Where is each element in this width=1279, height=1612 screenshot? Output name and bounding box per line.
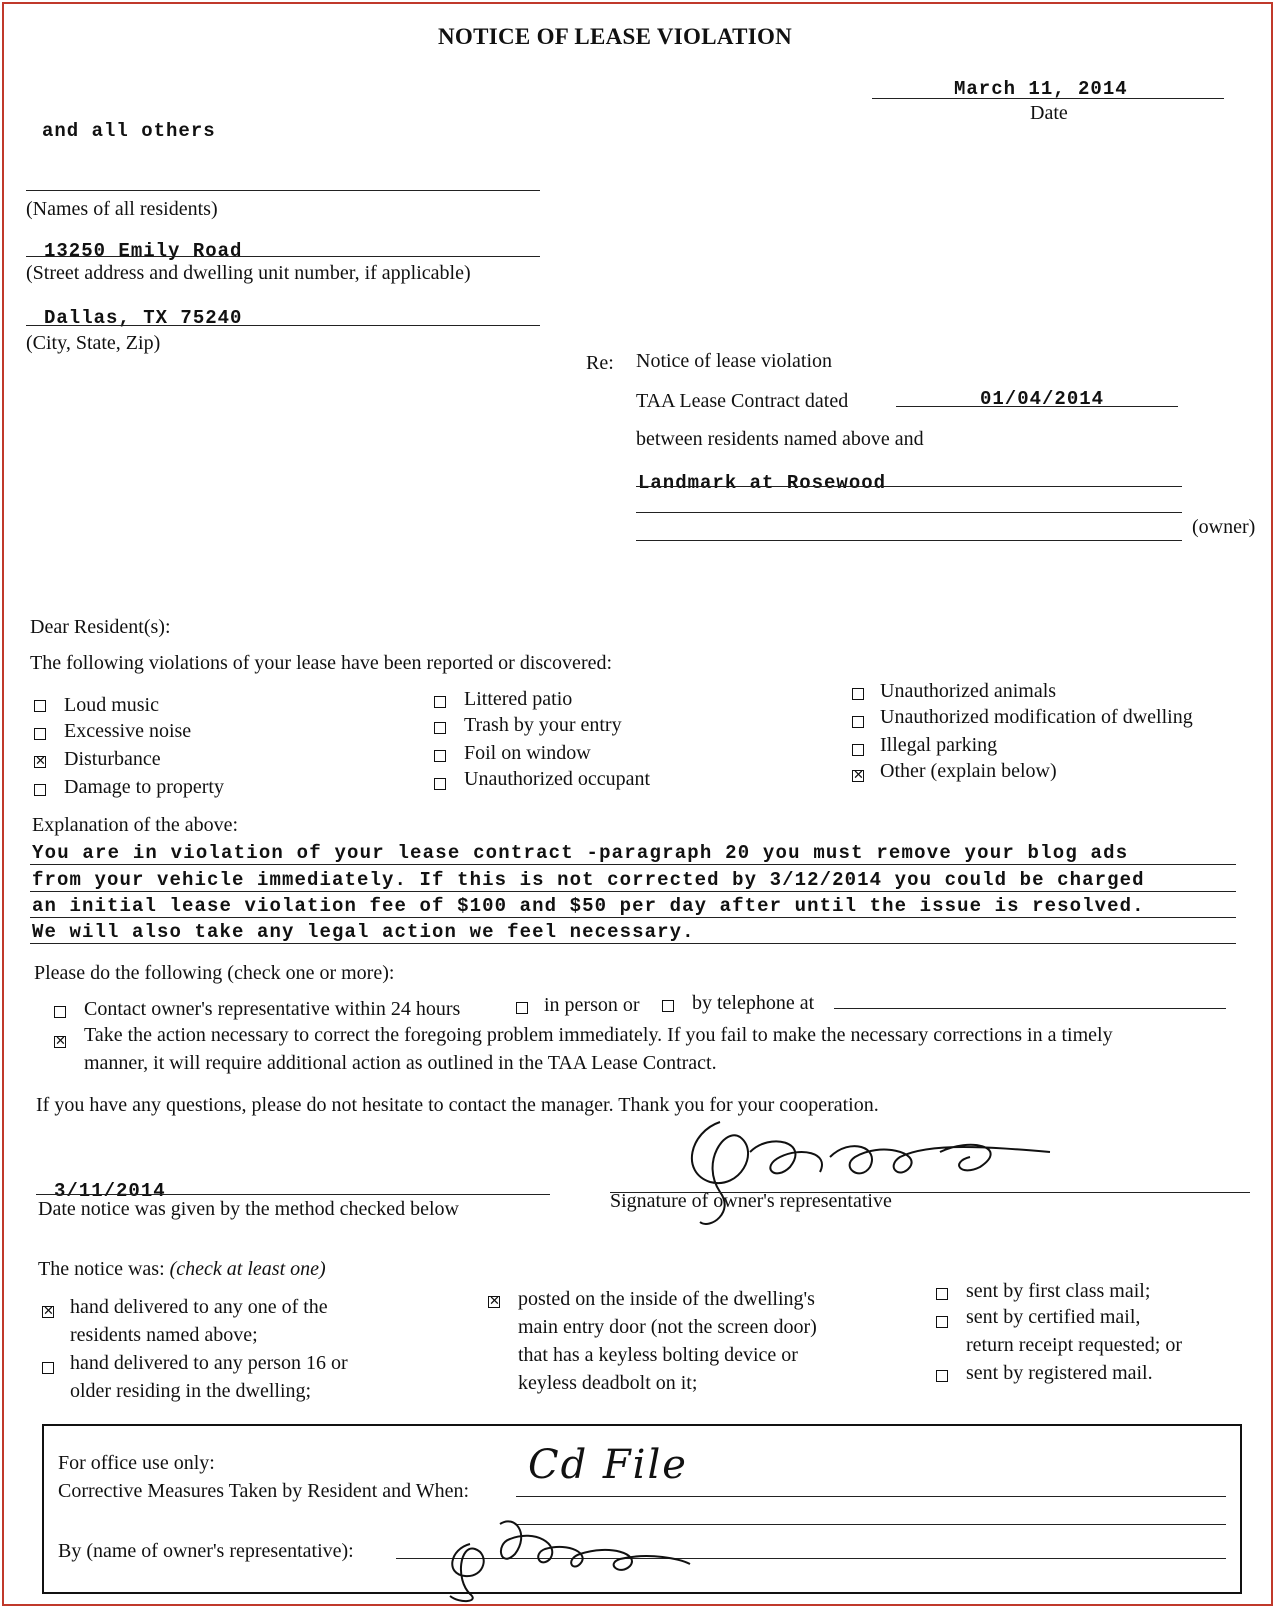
measures-label: Corrective Measures Taken by Resident and When: bbox=[58, 1480, 470, 1502]
label-in-person: in person or bbox=[544, 994, 640, 1016]
label-by-telephone: by telephone at bbox=[692, 992, 815, 1014]
explanation-rule-3 bbox=[30, 917, 1236, 918]
label-contact: Contact owner's representative within 24 hours bbox=[84, 998, 461, 1020]
checkbox-unauthorized-animals[interactable] bbox=[852, 688, 864, 700]
city-value: Dallas, TX 75240 bbox=[44, 307, 243, 329]
label-illegal-parking: Illegal parking bbox=[880, 734, 998, 756]
re-line1: Notice of lease violation bbox=[636, 350, 833, 372]
checkbox-take-action[interactable]: ✕ bbox=[55, 1034, 66, 1049]
checkbox-unauthorized-modification[interactable] bbox=[852, 716, 864, 728]
checkbox-contact[interactable] bbox=[54, 1006, 66, 1018]
posted-line-a: posted on the inside of the dwelling's bbox=[518, 1288, 815, 1310]
checkbox-disturbance[interactable]: ✕ bbox=[35, 754, 46, 769]
checkbox-foil[interactable] bbox=[434, 750, 446, 762]
label-disturbance: Disturbance bbox=[64, 748, 161, 770]
mail2-line-b: return receipt requested; or bbox=[966, 1334, 1183, 1356]
measures-line-1 bbox=[516, 1496, 1226, 1497]
contract-date-line bbox=[896, 406, 1178, 407]
checkbox-damage[interactable] bbox=[34, 784, 46, 796]
checkbox-other[interactable]: ✕ bbox=[853, 768, 864, 783]
take-action-line-2: manner, it will require additional action as outlined in the TAA Lease Contract. bbox=[84, 1052, 717, 1074]
contract-date: 01/04/2014 bbox=[980, 388, 1105, 410]
label-littered-patio: Littered patio bbox=[464, 688, 573, 710]
checkbox-unauthorized-occupant[interactable] bbox=[434, 778, 446, 790]
city-label: (City, State, Zip) bbox=[26, 332, 161, 354]
hand2-line-a: hand delivered to any person 16 or bbox=[70, 1352, 348, 1374]
owner-line-2 bbox=[636, 512, 1182, 513]
take-action-line-1: Take the action necessary to correct the foregoing problem immediately. If you fail to make the necessary corrections in a timely bbox=[84, 1024, 1113, 1046]
residents-line bbox=[26, 190, 540, 191]
hand1-line-b: residents named above; bbox=[70, 1324, 258, 1346]
notice-date-label: Date notice was given by the method checked below bbox=[38, 1198, 459, 1220]
checkbox-littered-patio[interactable] bbox=[434, 696, 446, 708]
label-foil: Foil on window bbox=[464, 742, 591, 764]
posted-line-d: keyless deadbolt on it; bbox=[518, 1372, 698, 1394]
checkbox-by-telephone[interactable] bbox=[662, 1000, 674, 1012]
explanation-line-3: an initial lease violation fee of $100 and $50 per day after until the issue is resolved. bbox=[32, 895, 1145, 917]
mail3-text: sent by registered mail. bbox=[966, 1362, 1153, 1384]
notice-date-value: 3/11/2014 bbox=[54, 1180, 166, 1202]
date-value: March 11, 2014 bbox=[954, 78, 1128, 100]
label-damage: Damage to property bbox=[64, 776, 224, 798]
notice-date-line bbox=[36, 1194, 550, 1195]
owner-line-3 bbox=[636, 540, 1182, 541]
explanation-line-4: We will also take any legal action we feel necessary. bbox=[32, 921, 695, 943]
checkbox-in-person[interactable] bbox=[516, 1002, 528, 1014]
posted-line-c: that has a keyless bolting device or bbox=[518, 1344, 798, 1366]
page-title: NOTICE OF LEASE VIOLATION bbox=[438, 24, 793, 49]
checkbox-registered-mail[interactable] bbox=[936, 1370, 948, 1382]
violations-intro: The following violations of your lease have been reported or discovered: bbox=[30, 652, 613, 674]
residents-value: and all others bbox=[42, 120, 216, 142]
explanation-rule-1 bbox=[30, 864, 1236, 865]
posted-line-b: main entry door (not the screen door) bbox=[518, 1316, 817, 1338]
owner-label: (owner) bbox=[1192, 516, 1256, 538]
city-line bbox=[26, 325, 540, 326]
checkbox-posted[interactable]: ✕ bbox=[489, 1294, 500, 1309]
mail1-text: sent by first class mail; bbox=[966, 1280, 1151, 1302]
office-heading: For office use only: bbox=[58, 1452, 215, 1474]
questions-text: If you have any questions, please do not hesitate to contact the manager. Thank you for your cooperation. bbox=[36, 1094, 879, 1116]
telephone-line bbox=[834, 1008, 1226, 1009]
label-loud-music: Loud music bbox=[64, 694, 159, 716]
street-line bbox=[26, 256, 540, 257]
street-value: 13250 Emily Road bbox=[44, 240, 243, 262]
actions-label: Please do the following (check one or more): bbox=[34, 962, 395, 984]
signature-label: Signature of owner's representative bbox=[610, 1190, 892, 1212]
label-other: Other (explain below) bbox=[880, 760, 1057, 782]
explanation-label: Explanation of the above: bbox=[32, 814, 239, 836]
signature-scribble bbox=[680, 1112, 1080, 1232]
salutation: Dear Resident(s): bbox=[30, 616, 171, 638]
owner-name: Landmark at Rosewood bbox=[638, 472, 887, 494]
method-label: The notice was: (check at least one) bbox=[38, 1258, 326, 1280]
re-label: Re: bbox=[586, 352, 614, 374]
hand2-line-b: older residing in the dwelling; bbox=[70, 1380, 312, 1402]
explanation-line-1: You are in violation of your lease contract -paragraph 20 you must remove your blog ads bbox=[32, 842, 1129, 864]
checkbox-hand-delivered-resident[interactable]: ✕ bbox=[43, 1304, 54, 1319]
label-trash: Trash by your entry bbox=[464, 714, 622, 736]
explanation-rule-2 bbox=[30, 891, 1236, 892]
date-line bbox=[872, 98, 1224, 99]
checkbox-first-class-mail[interactable] bbox=[936, 1288, 948, 1300]
owner-line-1 bbox=[636, 486, 1182, 487]
contract-label: TAA Lease Contract dated bbox=[636, 390, 849, 412]
checkbox-certified-mail[interactable] bbox=[936, 1316, 948, 1328]
checkbox-loud-music[interactable] bbox=[34, 700, 46, 712]
by-label: By (name of owner's representative): bbox=[58, 1540, 354, 1562]
between-text: between residents named above and bbox=[636, 428, 924, 450]
label-unauthorized-modification: Unauthorized modification of dwelling bbox=[880, 706, 1193, 728]
label-unauthorized-animals: Unauthorized animals bbox=[880, 680, 1057, 702]
measures-handwritten-note: Cd File bbox=[528, 1442, 688, 1488]
residents-label: (Names of all residents) bbox=[26, 198, 218, 220]
checkbox-trash[interactable] bbox=[434, 722, 446, 734]
date-label: Date bbox=[1030, 102, 1068, 124]
checkbox-excessive-noise[interactable] bbox=[34, 728, 46, 740]
explanation-rule-4 bbox=[30, 943, 1236, 944]
label-unauthorized-occupant: Unauthorized occupant bbox=[464, 768, 651, 790]
hand1-line-a: hand delivered to any one of the bbox=[70, 1296, 328, 1318]
checkbox-illegal-parking[interactable] bbox=[852, 744, 864, 756]
office-signature-scribble bbox=[440, 1504, 700, 1604]
mail2-line-a: sent by certified mail, bbox=[966, 1306, 1141, 1328]
street-label: (Street address and dwelling unit number, if applicable) bbox=[26, 262, 471, 284]
label-excessive-noise: Excessive noise bbox=[64, 720, 192, 742]
checkbox-hand-delivered-16[interactable] bbox=[42, 1362, 54, 1374]
explanation-line-2: from your vehicle immediately. If this is not corrected by 3/12/2014 you could be charged bbox=[32, 869, 1145, 891]
